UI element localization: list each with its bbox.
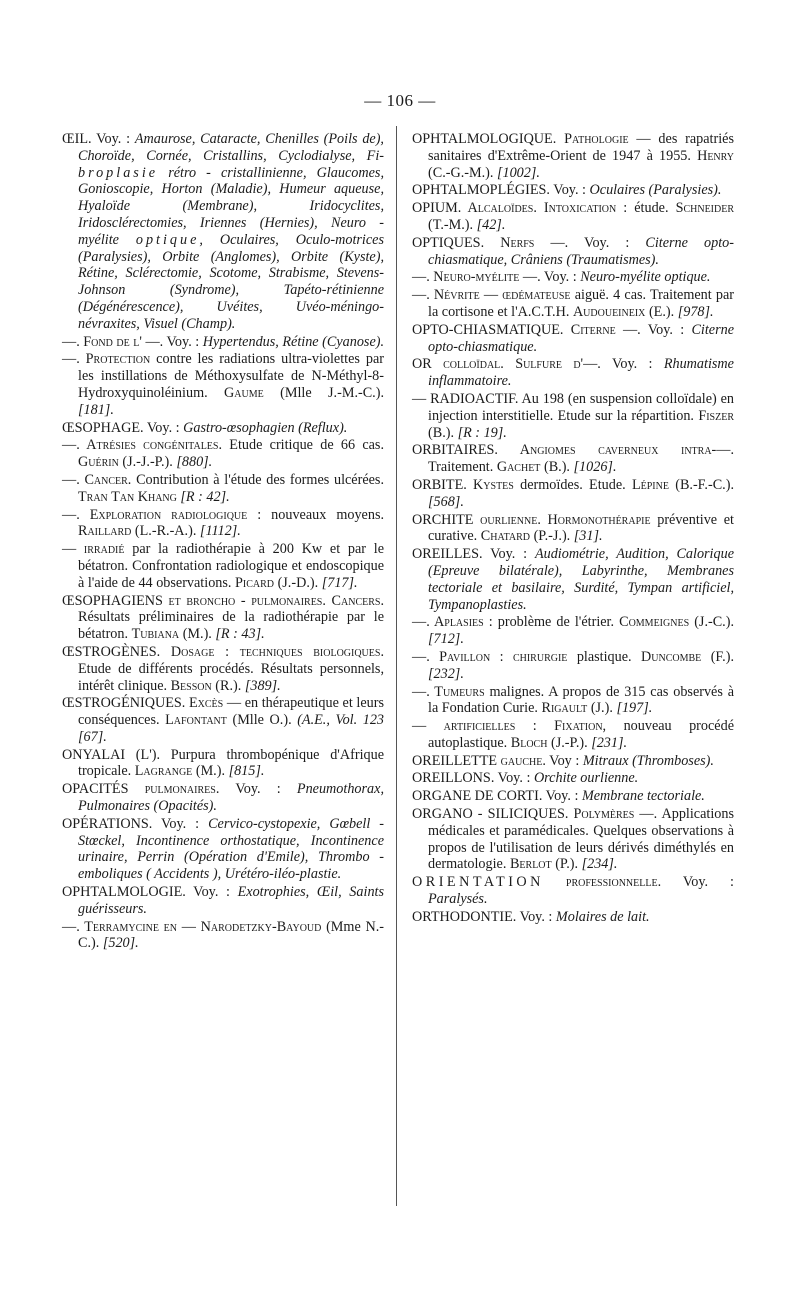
entry-text: Voy. : — [482, 546, 535, 563]
entry-reference: [1002]. — [496, 164, 540, 181]
entry-author: Gachet — [496, 459, 541, 476]
index-entry — [62, 472, 384, 506]
entry-author: Lépine — [631, 476, 669, 493]
entry-crossref: Orchite ourlienne. — [533, 770, 639, 787]
entry-subheading: —. Fond de l' —. — [62, 333, 164, 350]
entry-subheading: —. Pavillon : chirurgie — [412, 648, 568, 665]
entry-text: plastique. — [567, 648, 642, 665]
entry-text: Voy. : — [600, 356, 664, 373]
entry-subheading: professionnelle. — [543, 874, 662, 891]
entry-author-initials: (B.). — [428, 424, 458, 441]
entry-author: Rigault — [541, 700, 588, 717]
entry-subheading: Excès — [185, 695, 224, 712]
entry-text: Voy. : — [219, 781, 297, 798]
entry-subheading: —. Neuro-myélite —. — [412, 269, 541, 286]
index-entry — [412, 684, 734, 718]
index-entry — [412, 182, 734, 199]
entry-subheading: Angiomes caverneux intra-—. — [497, 442, 734, 459]
entry-heading: OR — [412, 356, 432, 373]
entry-subheading: Polymères —. — [568, 806, 658, 823]
entry-reference: [232]. — [428, 665, 464, 682]
entry-reference: [R : 43]. — [215, 626, 265, 643]
entry-author-initials: (P.). — [551, 856, 582, 873]
entry-text: Voy. : — [516, 908, 556, 925]
entry-reference: [R : 42]. — [180, 488, 230, 505]
entry-heading: ORGANE DE CORTI. — [412, 788, 543, 805]
entry-text: Etude de différents procédés. Résultats personnels, intérêt clinique. — [78, 660, 384, 694]
entry-text: Voy. : — [152, 815, 209, 832]
entry-heading: ŒSOPHAGE. — [62, 419, 144, 436]
entry-author: Schneider — [675, 200, 735, 217]
entry-heading: ORCHITE — [412, 511, 474, 528]
entry-text: Voy. : — [163, 333, 203, 350]
index-column-right — [412, 131, 734, 927]
index-entry — [62, 351, 384, 418]
entry-author: Picard — [235, 574, 275, 591]
entry-author-initials: (E.). — [645, 303, 678, 320]
index-entry — [62, 541, 384, 591]
entry-text: Voy. : — [549, 182, 590, 199]
entry-subheading: —. Terramycine en — Narodetzky-Bayoud — [62, 918, 322, 935]
entry-subheading: — artificielles : Fixation, — [412, 718, 607, 735]
entry-subheading: Kystes — [466, 476, 514, 493]
entry-text: Voy. : — [640, 321, 692, 338]
entry-text: Au 198 (en suspension colloïdale) en injection interstitielle. Etude sur la répartition. — [428, 390, 735, 424]
entry-heading: OREILLES. — [412, 546, 483, 563]
index-entry — [412, 649, 734, 683]
entry-subheading: —. Protection — [62, 351, 151, 368]
entry-author: Lagrange — [134, 763, 193, 780]
entry-subheading: —. Atrésies congénitales. — [62, 437, 223, 454]
entry-text: des rapatriés sanitaires d'Extrême-Orient de 1947 à 1955. — [428, 131, 734, 164]
index-entry — [412, 909, 734, 926]
index-entry — [412, 269, 734, 286]
entry-text: Voy. : — [143, 419, 184, 436]
entry-author-initials: (J.-D.). — [274, 574, 322, 591]
entry-reference: [880]. — [176, 454, 213, 471]
index-entry — [62, 644, 384, 694]
entry-text: Contribution à l'étude des formes ulcérées. — [131, 471, 384, 488]
index-entry — [412, 753, 734, 770]
entry-text: : nouveaux moyens. — [247, 506, 385, 523]
entry-heading: OPTO-CHIASMATIQUE. — [412, 321, 564, 338]
entry-heading: ONYALAI — [62, 746, 126, 763]
entry-author: Duncombe — [641, 648, 702, 665]
entry-crossref: Gastro-œsophagien (Reflux). — [183, 419, 348, 436]
index-entry — [412, 391, 734, 441]
entry-reference: [31]. — [573, 528, 603, 545]
entry-subheading: pulmonaires. — [128, 781, 220, 798]
entry-heading: ŒIL. — [62, 131, 92, 147]
entry-crossref: Neuro-myélite optique. — [580, 269, 711, 286]
entry-crossref: rétro - cristallinienne, Glaucomes, Gonioscopie, Horton (Maladie), Humeur aqueuse, Hyaloïde (Membrane), Iridocyclites, Iridosclérectomies, Iriennes (Hernies), Neuro - myélite — [78, 164, 384, 248]
entry-author: Besson — [170, 677, 212, 694]
entry-reference: [197]. — [616, 700, 653, 717]
entry-subheading: —. Exploration radiologique — [62, 506, 248, 523]
entry-heading: — RADIOACTIF. — [412, 390, 519, 407]
entry-text: par la radiothérapie à 200 Kw et par le bétatron. Confrontation radiologique et endoscopique à l'aide de 44 observations. — [78, 541, 384, 591]
entry-crossref: Rhumatisme inflammatoire. — [428, 356, 734, 390]
entry-crossref: Amaurose, Cataracte, Chenilles (Poils de), Choroïde, Cornée, Cristallins, Cyclodialyse, Fi- — [78, 131, 384, 164]
entry-author: Tubiana — [131, 626, 180, 643]
entry-subheading: — irradié — [62, 541, 125, 558]
entry-reference: [978]. — [677, 303, 714, 320]
index-entry — [412, 200, 734, 234]
entry-text: contre les radiations ultra-violettes par les instillations de Méthoxysulfate de N-Méthyl-8-Hydroxyquinoléinium. — [78, 351, 384, 401]
entry-heading: OPÉRATIONS. — [62, 815, 153, 832]
entry-author: Chatard — [480, 528, 531, 545]
entry-subheading: colloïdal. Sulfure d'—. — [431, 356, 601, 373]
entry-heading: OPHTALMOPLÉGIES. — [412, 182, 550, 199]
index-entry — [62, 781, 384, 815]
index-entry — [62, 884, 384, 918]
entry-author-initials: (J.-C.). — [689, 614, 734, 631]
index-entry — [62, 437, 384, 471]
entry-reference: [568]. — [428, 493, 464, 510]
entry-author-initials: (J.-J.-P.). — [118, 454, 177, 471]
index-entry — [412, 806, 734, 873]
entry-text: Applications médicales et paramédicales. Quelques observations à propos de l'utilisation de leurs dérivés diméthylés en dermatologie. — [428, 806, 734, 873]
entry-text: nouveau procédé autoplastique. — [428, 718, 734, 751]
entry-text: — en thérapeutique et leurs conséquences. — [78, 695, 385, 729]
entry-author: Fiszer — [698, 407, 734, 424]
entry-author: Henry — [697, 147, 734, 164]
entry-crossref: Audiométrie, Audition, Calorique (Epreuve bilatérale), Labyrinthe, Membranes tectoriale et basilaire, Surdité, Tympan artificiel, Tympanoplasties. — [428, 546, 734, 613]
entry-heading: ORTHODONTIE. — [412, 908, 517, 925]
entry-crossref: Paralysés. — [428, 891, 488, 908]
entry-reference: [1026]. — [573, 459, 617, 476]
entry-heading: ŒSTROGÈNES. — [62, 643, 161, 660]
entry-text: Traitement. — [428, 459, 497, 476]
index-entry — [62, 507, 384, 541]
index-entry — [412, 235, 734, 269]
index-entry — [412, 546, 734, 613]
index-entry — [412, 770, 734, 787]
entry-text: dermoïdes. Etude. — [513, 476, 632, 493]
entry-reference: [234]. — [581, 856, 618, 873]
entry-text: Voy. : — [661, 874, 734, 891]
entry-crossref: , Oculaires, Oculo-motrices (Paralysies), Orbite (Anglomes), Orbite (Kyste), Rétine, Sclérectomie, Scotome, Strabisme, Stevens-Johnson (Syndrome), Tapéto-rétinienne (Dégénérescence), Uvéites, Uvéo-méningo-névraxites, Visuel (Champ). — [78, 231, 384, 332]
entry-author-initials: (Mlle O.). — [226, 712, 298, 729]
entry-reference: [42]. — [476, 216, 506, 233]
entry-author-initials: (Mlle J.-M.-C.). — [263, 384, 385, 401]
index-entry — [412, 718, 734, 752]
entry-reference: [520]. — [102, 935, 139, 952]
entry-author-initials: (J.). — [587, 700, 617, 717]
entry-heading: ŒSOPHAGIENS — [62, 592, 163, 609]
index-entry — [62, 334, 384, 351]
entry-author-initials: (J.-P.). — [547, 734, 592, 751]
entry-reference: (A.E., Vol. 123 [67]. — [78, 712, 385, 745]
entry-author-initials: (F.). — [701, 648, 734, 665]
entry-text: Voy. : — [568, 234, 646, 251]
entry-subheading: Citerne —. — [563, 321, 641, 338]
index-entry — [62, 747, 384, 781]
entry-crossref: Pneumothorax, Pulmonaires (Opacités). — [78, 781, 384, 815]
entry-reference: [717]. — [321, 574, 358, 591]
entry-text: (Mme N.-C.). — [78, 918, 384, 952]
entry-text: Résultats préliminaires de la radiothérapie par le bétatron. — [78, 609, 384, 643]
entry-author: Bloch — [510, 734, 548, 751]
entry-heading: OPACITÉS — [62, 781, 129, 798]
index-entry — [412, 788, 734, 805]
entry-author: Tran Tan Khang — [78, 488, 177, 505]
entry-subheading: —. Aplasies — [412, 614, 484, 631]
index-entry — [62, 695, 384, 745]
entry-text: Etude critique de 66 cas. — [222, 437, 385, 454]
entry-author: Lafontant — [165, 712, 227, 729]
page-number: — 106 — — [364, 91, 436, 110]
entry-author-initials: (P.-J.). — [530, 528, 574, 545]
entry-reference: [712]. — [428, 631, 464, 648]
column-divider — [396, 126, 397, 1206]
entry-author-initials: (M.). — [179, 626, 216, 643]
index-entry — [62, 420, 384, 437]
entry-text: Voy. : — [494, 770, 534, 787]
entry-author: Commeignes — [619, 614, 690, 631]
entry-subheading: Dosage : techniques biologiques. — [160, 643, 384, 660]
entry-subheading: ourlienne. Hormonothérapie — [473, 511, 651, 528]
index-entry — [412, 287, 734, 321]
entry-subheading: Nerfs —. — [484, 234, 569, 251]
index-entry — [412, 477, 734, 511]
entry-text: : problème de l'étrier. — [483, 614, 620, 631]
entry-author-initials: (M.). — [192, 763, 229, 780]
entry-reference: [181]. — [78, 401, 114, 418]
entry-text: (L'). Purpura thrombopénique d'Afrique tropicale. — [78, 746, 384, 780]
entry-heading: OPHTALMOLOGIQUE. — [412, 131, 557, 147]
index-entry — [412, 442, 734, 476]
entry-subheading: Pathologie — — [556, 131, 651, 147]
entry-subheading: Alcaloïdes. Intoxication — [461, 200, 617, 217]
entry-crossref: broplasie — [78, 164, 159, 181]
index-entry — [412, 356, 734, 390]
entry-crossref: Membrane tectoriale. — [581, 788, 705, 805]
entry-crossref: Oculaires (Paralysies). — [589, 182, 722, 199]
entry-subheading: —. Tumeurs — [412, 683, 485, 700]
entry-crossref: Citerne opto-chiasmatique, Crâniens (Traumatismes). — [428, 234, 734, 268]
entry-heading: OREILLETTE — [412, 752, 498, 769]
entry-heading: OPHTALMOLOGIE. — [62, 884, 186, 901]
entry-crossref: optique — [135, 231, 200, 248]
entry-heading: ŒSTROGÉNIQUES. — [62, 695, 186, 712]
index-entry — [412, 322, 734, 356]
entry-text: Voy. : — [91, 131, 135, 147]
index-entry — [412, 512, 734, 546]
entry-crossref: Hypertendus, Rétine (Cyanose). — [202, 333, 385, 350]
entry-reference: [231]. — [591, 734, 628, 751]
entry-heading: OPTIQUES. — [412, 234, 485, 251]
index-entry — [62, 816, 384, 883]
index-entry — [412, 874, 734, 908]
entry-subheading: —. Névrite — œdémateuse — [412, 287, 571, 304]
entry-author: Gaume — [224, 384, 264, 401]
entry-heading: OPIUM. — [412, 200, 462, 217]
entry-subheading: —. Cancer. — [62, 471, 132, 488]
entry-text: Voy. : — [540, 269, 581, 286]
entry-text: Voy. : — [542, 788, 582, 805]
entry-author-initials: (R.). — [211, 677, 245, 694]
entry-author-initials: (C.-G.-M.). — [428, 164, 497, 181]
entry-subheading: et broncho - pulmonaires. Cancers. — [162, 592, 384, 609]
entry-heading: ORBITAIRES. — [412, 442, 498, 459]
entry-text: aiguë. 4 cas. Traitement par la cortisone et l'A.C.T.H. — [428, 287, 734, 320]
entry-author: Raillard — [78, 523, 132, 540]
index-entry — [62, 131, 384, 333]
index-entry — [412, 614, 734, 648]
entry-subheading: gauche. — [497, 752, 546, 769]
entry-reference: [389]. — [244, 677, 281, 694]
entry-author: Audoueineix — [572, 303, 646, 320]
index-column-left — [62, 131, 384, 953]
entry-author: Guérin — [78, 454, 119, 471]
entry-text: Voy : — [545, 752, 583, 769]
index-entry — [62, 919, 384, 953]
entry-author-initials: (L.-R.-A.). — [131, 523, 200, 540]
entry-crossref: Cervico-cystopexie, Gœbell - Stœckel, Incontinence orthostatique, Incontinence urinaire, Perrin (Opération d'Emile), Thrombo - emboliques ( Accidents ), Urétéro-iléo-plastie. — [78, 815, 384, 883]
entry-author-initials: (B.-F.-C.). — [668, 476, 734, 493]
entry-author: Berlot — [509, 856, 552, 873]
entry-text: : étude. — [616, 200, 676, 217]
entry-crossref: Mitraux (Thromboses). — [582, 752, 714, 769]
entry-crossref: Exotrophies, Œil, Saints guérisseurs. — [78, 884, 384, 917]
entry-reference: [1112]. — [199, 523, 241, 540]
entry-crossref: Citerne opto-chiasmatique. — [428, 321, 734, 355]
entry-heading: ORIENTATION — [412, 874, 544, 891]
entry-author-initials: (T.-M.). — [428, 216, 477, 233]
entry-text: Voy. : — [185, 884, 238, 901]
entry-text: malignes. A propos de 315 cas observés à la Fondation Curie. — [428, 683, 734, 717]
entry-crossref: Molaires de lait. — [555, 908, 650, 925]
entry-heading: ORBITE. — [412, 476, 467, 493]
entry-text: préventive et curative. — [428, 511, 734, 545]
entry-author-initials: (B.). — [540, 459, 574, 476]
index-entry — [412, 131, 734, 181]
entry-reference: [815]. — [228, 763, 265, 780]
index-entry — [62, 593, 384, 643]
entry-heading: OREILLONS. — [412, 770, 495, 787]
entry-heading: ORGANO - SILICIQUES. — [412, 806, 569, 823]
entry-reference: [R : 19]. — [457, 424, 507, 441]
